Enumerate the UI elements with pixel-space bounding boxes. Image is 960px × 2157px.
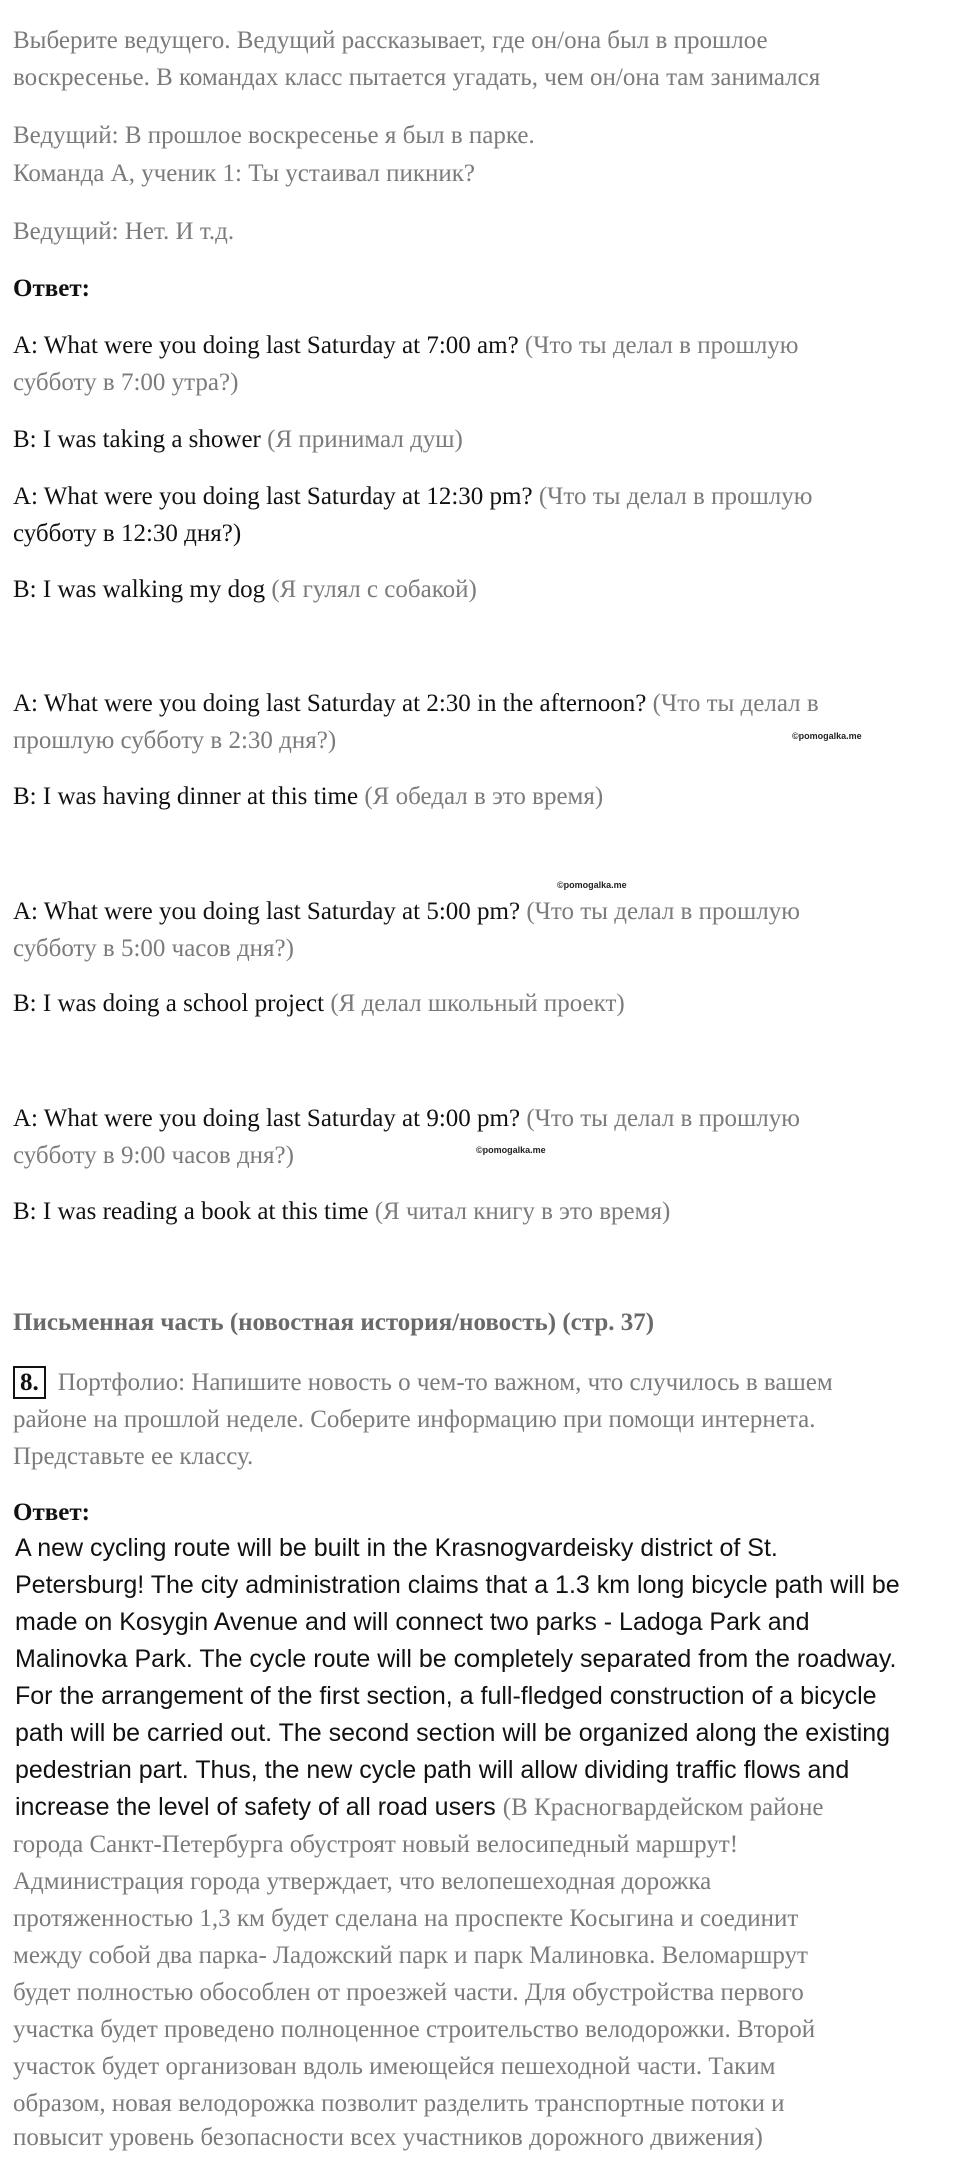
news-russian-line: Администрация города утверждает, что велопешеходная дорожка (13, 1868, 712, 1895)
dialogue-answer (13, 421, 463, 458)
question-russian-continued: прошлую субботу в 2:30 дня?) (13, 727, 337, 754)
question-english: A: What were you doing last Saturday at 9:00 pm? (13, 1105, 521, 1132)
exercise-number: 8. (13, 1366, 46, 1399)
dialogue-question (13, 327, 798, 364)
answer-english: B: I was walking my dog (13, 576, 266, 603)
news-russian-start: (В Красногвардейском районе (502, 1794, 824, 1821)
answer-english: B: I was taking a shower (13, 426, 261, 453)
answer-english: B: I was doing a school project (13, 990, 325, 1017)
news-english-line: A new cycling route will be built in the Krasnogvardeisky district of St. (15, 1534, 778, 1562)
answer-english: B: I was reading a book at this time (13, 1198, 369, 1225)
task-line (13, 1364, 833, 1401)
news-english-line: Petersburg! The city administration claims that a 1.3 km long bicycle path will be (15, 1571, 900, 1599)
question-russian-continued: субботу в 12:30 дня?) (13, 520, 242, 547)
answer-russian: (Я обедал в это время) (364, 783, 604, 810)
question-english: A: What were you doing last Saturday at 5:00 pm? (13, 898, 521, 925)
question-english: A: What were you doing last Saturday at 12:30 pm? (13, 483, 533, 510)
answer-russian: (Я читал книгу в это время) (374, 1198, 671, 1225)
news-russian-line: участок будет организован вдоль имеющейся пешеходной части. Таким (13, 2053, 776, 2080)
news-english-end: increase the level of safety of all road users (15, 1793, 496, 1821)
news-english-line: path will be carried out. The second section will be organized along the existing (15, 1719, 891, 1747)
news-russian-line: образом, новая велодорожка позволит разделить транспортные потоки и (13, 2090, 785, 2117)
answer-russian: (Я делал школьный проект) (330, 990, 625, 1017)
question-russian: (Что ты делал в прошлую (526, 1105, 800, 1132)
watermark: ©pomogalka.me (476, 1145, 546, 1155)
watermark: ©pomogalka.me (557, 880, 627, 890)
dialogue-question (13, 685, 819, 722)
news-english-line: made on Kosygin Avenue and will connect two parks - Ladoga Park and (15, 1608, 810, 1636)
answer-russian: (Я принимал душ) (267, 426, 463, 453)
news-russian-line: повысит уровень безопасности всех участников дорожного движения) (13, 2124, 763, 2151)
example-line: Ведущий: В прошлое воскресенье я был в парке. (13, 122, 535, 149)
question-english: A: What were you doing last Saturday at 2:30 in the afternoon? (13, 690, 647, 717)
task-text: Портфолио: Напишите новость о чем-то важном, что случилось в вашем (57, 1369, 833, 1396)
task-line: Представьте ее классу. (13, 1443, 254, 1470)
news-english-line: For the arrangement of the first section, a full-fledged construction of a bicycle (15, 1682, 877, 1710)
news-russian-line: участка будет проведено полноценное строительство велодорожки. Второй (13, 2016, 816, 2043)
question-russian-continued: субботу в 5:00 часов дня?) (13, 935, 294, 962)
section-heading: Письменная часть (новостная история/новость) (стр. 37) (13, 1309, 655, 1336)
instruction-line: Выберите ведущего. Ведущий рассказывает, где он/она был в прошлое (13, 27, 768, 54)
news-mixed-line (15, 1789, 823, 1826)
news-russian-line: будет полностью обособлен от проезжей части. Для обустройства первого (13, 1979, 804, 2006)
watermark: ©pomogalka.me (792, 731, 862, 741)
answer-russian: (Я гулял с собакой) (271, 576, 477, 603)
dialogue-question (13, 1100, 800, 1137)
news-russian-line: между собой два парка- Ладожский парк и парк Малиновка. Веломаршрут (13, 1942, 808, 1969)
question-russian: (Что ты делал в прошлую (524, 332, 799, 359)
question-english: A: What were you doing last Saturday at 7:00 am? (13, 332, 519, 359)
question-russian-continued: субботу в 7:00 утра?) (13, 369, 239, 396)
example-line: Команда А, ученик 1: Ты устаивал пикник? (13, 160, 476, 187)
news-english-line: pedestrian part. Thus, the new cycle path will allow dividing traffic flows and (15, 1756, 850, 1784)
answer-english: B: I was having dinner at this time (13, 783, 359, 810)
dialogue-answer (13, 985, 625, 1022)
example-line: Ведущий: Нет. И т.д. (13, 218, 235, 245)
news-russian-line: протяженностью 1,3 км будет сделана на проспекте Косыгина и соединит (13, 1905, 799, 1932)
question-russian: (Что ты делал в прошлую (526, 898, 800, 925)
news-russian-line: города Санкт-Петербурга обустроят новый велосипедный маршрут! (13, 1831, 739, 1858)
question-russian: (Что ты делал в прошлую (538, 483, 813, 510)
task-line: районе на прошлой неделе. Соберите информацию при помощи интернета. (13, 1406, 816, 1433)
question-russian: (Что ты делал в (652, 690, 819, 717)
dialogue-question (13, 893, 800, 930)
dialogue-answer (13, 571, 477, 608)
news-english-line: Malinovka Park. The cycle route will be completely separated from the roadway. (15, 1645, 897, 1673)
dialogue-answer (13, 778, 603, 815)
dialogue-answer (13, 1193, 670, 1230)
answer-label: Ответ: (13, 1499, 90, 1526)
answer-label: Ответ: (13, 275, 90, 302)
dialogue-question (13, 478, 812, 515)
instruction-line: воскресенье. В командах класс пытается угадать, чем он/она там занимался (13, 64, 821, 91)
question-russian-continued: субботу в 9:00 часов дня?) (13, 1142, 294, 1169)
